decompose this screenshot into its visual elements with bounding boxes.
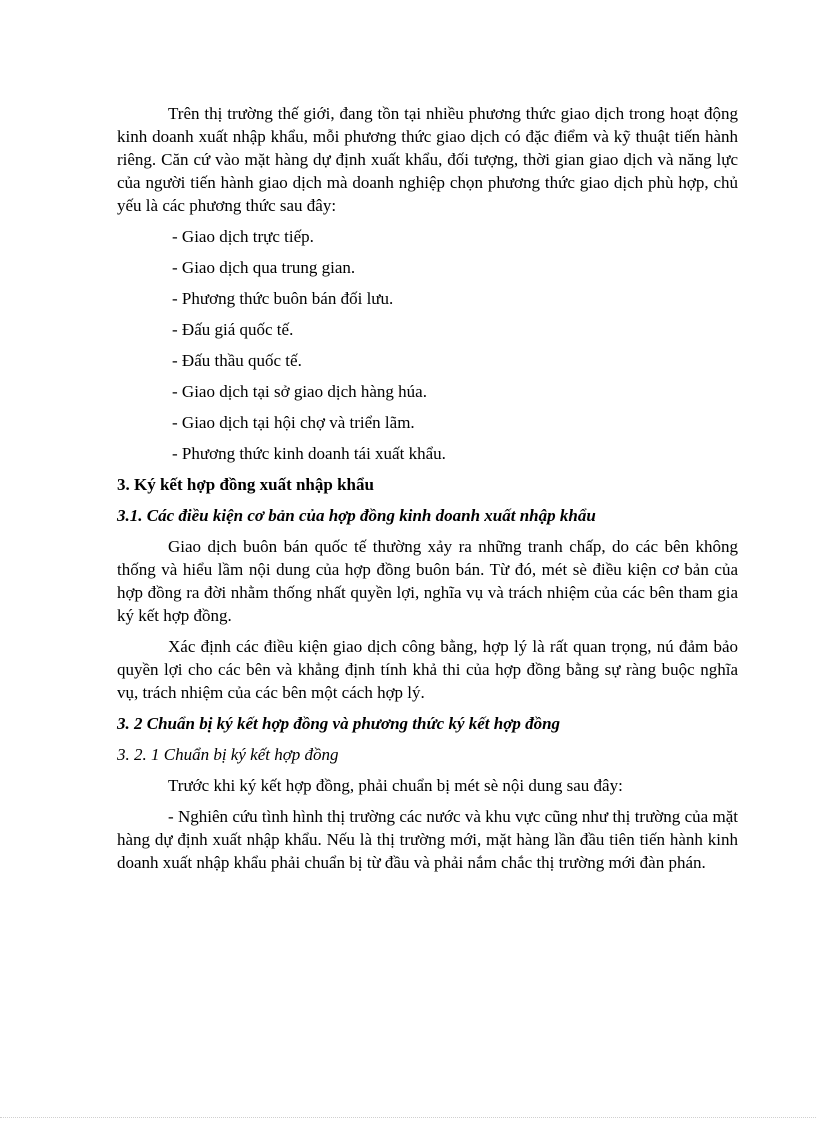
section-3-1-paragraph: Giao dịch buôn bán quốc tế thường xảy ra những tranh chấp, do các bên không thống và hiểu lầm nội dung của hợp đồng buôn bán. Từ đó, mét sè điều kiện cơ bản của hợp đồng ra đời nhằm thống nhất quyền lợi, nghĩa vụ và trách nhiệm của các bên tham gia ký kết hợp đồng. — [117, 537, 738, 625]
section-3-1-heading: 3.1. Các điều kiện cơ bản của hợp đồng kinh doanh xuất nhập khẩu — [117, 506, 596, 525]
list-item: - Giao dịch tại hội chợ và triển lãm. — [172, 413, 415, 432]
section-3-heading: 3. Ký kết hợp đồng xuất nhập khẩu — [117, 475, 374, 494]
document-page — [117, 102, 738, 882]
page-bottom-divider — [0, 1117, 816, 1118]
section-3-2-1-paragraph: - Nghiên cứu tình hình thị trường các nước và khu vực cũng như thị trường của mặt hàng dự định xuất nhập khẩu. Nếu là thị trường mới, mặt hàng lần đầu tiên tiến hành kinh doanh xuất nhập khẩu phải chuẩn bị từ đầu và phải nắm chắc thị trường mới đàn phán. — [117, 807, 738, 872]
list-item: - Giao dịch tại sở giao dịch hàng húa. — [172, 382, 427, 401]
methods-list — [117, 225, 738, 465]
list-item: - Phương thức buôn bán đối lưu. — [172, 289, 394, 308]
list-item: - Giao dịch qua trung gian. — [172, 258, 356, 277]
section-3-2-1-paragraph: Trước khi ký kết hợp đồng, phải chuẩn bị mét sè nội dung sau đây: — [168, 776, 623, 795]
list-item: - Đấu thầu quốc tế. — [172, 351, 302, 370]
list-item: - Phương thức kinh doanh tái xuất khẩu. — [172, 444, 446, 463]
section-3-2-heading: 3. 2 Chuẩn bị ký kết hợp đồng và phương thức ký kết hợp đồng — [117, 714, 561, 733]
list-item: - Giao dịch trực tiếp. — [172, 227, 314, 246]
section-3-1-paragraph: Xác định các điều kiện giao dịch công bằng, hợp lý là rất quan trọng, nú đảm bảo quyền lợi cho các bên và khẳng định tính khả thi của hợp đồng bằng sự ràng buộc nghĩa vụ, trách nhiệm của các bên một cách hợp lý. — [117, 637, 738, 702]
list-item: - Đấu giá quốc tế. — [172, 320, 294, 339]
section-3-2-1-heading: 3. 2. 1 Chuẩn bị ký kết hợp đồng — [117, 745, 339, 764]
intro-paragraph: Trên thị trường thế giới, đang tồn tại nhiều phương thức giao dịch trong hoạt động kinh doanh xuất nhập khẩu, mỗi phương thức giao dịch có đặc điểm và kỹ thuật tiến hành riêng. Căn cứ vào mặt hàng dự định xuất khẩu, đối tượng, thời gian giao dịch và năng lực của người tiến hành giao dịch mà doanh nghiệp chọn phương thức giao dịch phù hợp, chủ yếu là các phương thức sau đây: — [117, 104, 738, 215]
